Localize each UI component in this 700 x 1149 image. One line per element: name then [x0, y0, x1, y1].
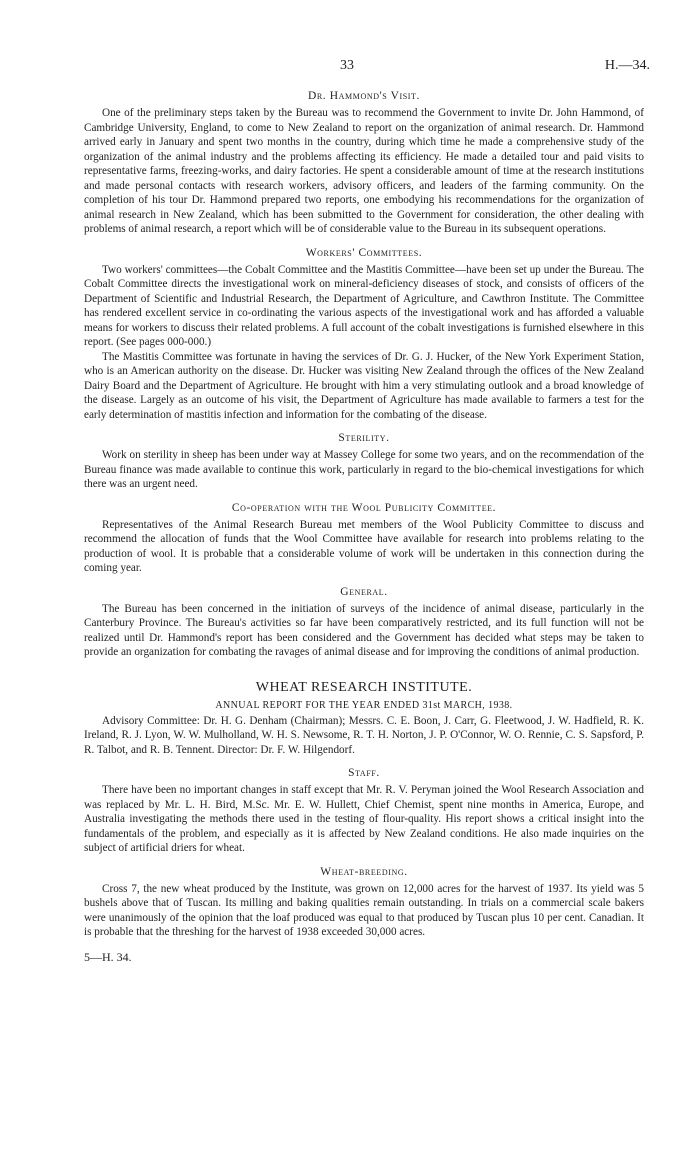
- document-page: [84, 58, 650, 965]
- paragraph: There have been no important changes in staff except that Mr. R. V. Peryman joined the Wool Research Association and was replaced by Mr. L. H. Bird, M.Sc. Mr. E. W. Hullett, Chief Chemist, spent nine months in America, Europe, and Australia investigating the methods there used in the testing of flour-quality. His report shows a critical insight into the fundamentals of the problem, and especially as it is affected by New Zealand conditions. He also made inquiries on the subject of artificial driers for wheat.: [84, 784, 644, 854]
- paragraph: The Bureau has been concerned in the initiation of surveys of the incidence of animal disease, particularly in the Canterbury Province. The Bureau's activities so far have been comparatively restricted, and its full function will not be realized until Dr. Hammond's report has been considered and the Government has decided what steps may be taken to provide an organization for combating the ravages of animal disease and for improving the conditions of animal production.: [84, 602, 644, 658]
- section-heading-workers-committees: Workers' Committees.: [305, 246, 423, 259]
- advisory-committee-paragraph: Advisory Committee: Dr. H. G. Denham (Chairman); Messrs. C. E. Boon, J. Carr, G. Fleetwood, J. W. Hadfield, R. K. Ireland, R. J. Lyon, W. W. Mulholland, W. H. S. Newsome, R. T. H. Norton, J. P. O'Connor, W. O. Rennie, C. S. Sapsford, P. R. Talbot, and R. B. Tennent. Director: Dr. F. W. Hilgendorf.: [84, 714, 644, 756]
- page-header: [84, 58, 650, 80]
- paragraph: Cross 7, the new wheat produced by the Institute, was grown on 12,000 acres for the harvest of 1937. Its yield was 5 bushels above that of Tuscan. Its milling and baking qualities remain outstanding. In trials on a commercial scale bakers were unanimously of the opinion that the loaf produced was equal to that produced by Tuscan plus 10 per cent. Canadian. It is probable that the threshing for the harvest of 1938 exceeded 30,000 acres.: [84, 882, 644, 938]
- section-heading-wheat-breeding: Wheat-breeding.: [320, 865, 408, 878]
- paragraph: Work on sterility in sheep has been under way at Massey College for some two years, and on the recommendation of the Bureau finance was made available to continue this work, particularly in regard to the bio-chemical investigations for which there was an urgent need.: [84, 449, 644, 490]
- institute-title: WHEAT RESEARCH INSTITUTE.: [255, 679, 473, 695]
- report-subtitle: ANNUAL REPORT FOR THE YEAR ENDED 31st MARCH, 1938.: [215, 699, 513, 711]
- paragraph: The Mastitis Committee was fortunate in having the services of Dr. G. J. Hucker, of the New York Experiment Station, who is an American authority on the disease. Dr. Hucker was visiting New Zealand through the offices of the New Zealand Dairy Board and the Department of Agriculture. He brought with him a very stimulating outlook and a broad knowledge of the disease. Largely as an outcome of his visit, the Department of Agriculture has made available to farmers a test for the early determination of mastitis infection and information for the combating of the disease.: [84, 350, 644, 421]
- paragraph: One of the preliminary steps taken by the Bureau was to recommend the Government to invite Dr. John Hammond, of Cambridge University, England, to come to New Zealand to report on the organization of animal research. Dr. Hammond arrived early in January and spent two months in the country, during which time he made a comprehensive study of the organization of the animal industry and the problems affecting its efficiency. He made a detailed tour and paid visits to representative farms, freezing-works, and dairy factories. He spent a considerable amount of time at the research institutions and made personal contacts with research workers, advisory officers, and leaders of the farming community. On the completion of his tour Dr. Hammond prepared two reports, one embodying his recommendations for the organization of animal research in New Zealand, which has been submitted to the Government for consideration, the other dealing with problems of animal research, a report which will be of considerable value to the Bureau in its subsequent operations.: [84, 107, 644, 235]
- section-heading-sterility: Sterility.: [338, 432, 390, 444]
- paragraph: Representatives of the Animal Research Bureau met members of the Wool Publicity Committee to discuss and recommend the allocation of funds that the Wool Committee have available for research into problems relating to the production of wool. It is probable that a considerable volume of work will be undertaken in this connection during the coming year.: [84, 518, 644, 574]
- document-reference: H.—34.: [604, 58, 650, 73]
- section-heading-staff: Staff.: [348, 767, 380, 779]
- page-footer-signature: 5—H. 34.: [84, 949, 132, 964]
- section-heading-hammond-visit: Dr. Hammond's Visit.: [307, 90, 421, 102]
- section-heading-general: General.: [340, 585, 388, 598]
- paragraph: Two workers' committees—the Cobalt Committee and the Mastitis Committee—have been set up under the Bureau. The Cobalt Committee directs the investigational work on mineral-deficiency diseases of stock, and consists of officers of the Department of Scientific and Industrial Research, the Department of Agriculture, and Cawthron Institute. The Committee has rendered excellent service in co-ordinating the various aspects of the investigational work and has afforded a valuable means for workers to discuss their related problems. A full account of the cobalt investigations is furnished elsewhere in this report. (See pages 000-000.): [84, 263, 644, 348]
- page-number: 33: [340, 58, 354, 73]
- section-heading-wool-committee: Co-operation with the Wool Publicity Committee.: [231, 501, 497, 514]
